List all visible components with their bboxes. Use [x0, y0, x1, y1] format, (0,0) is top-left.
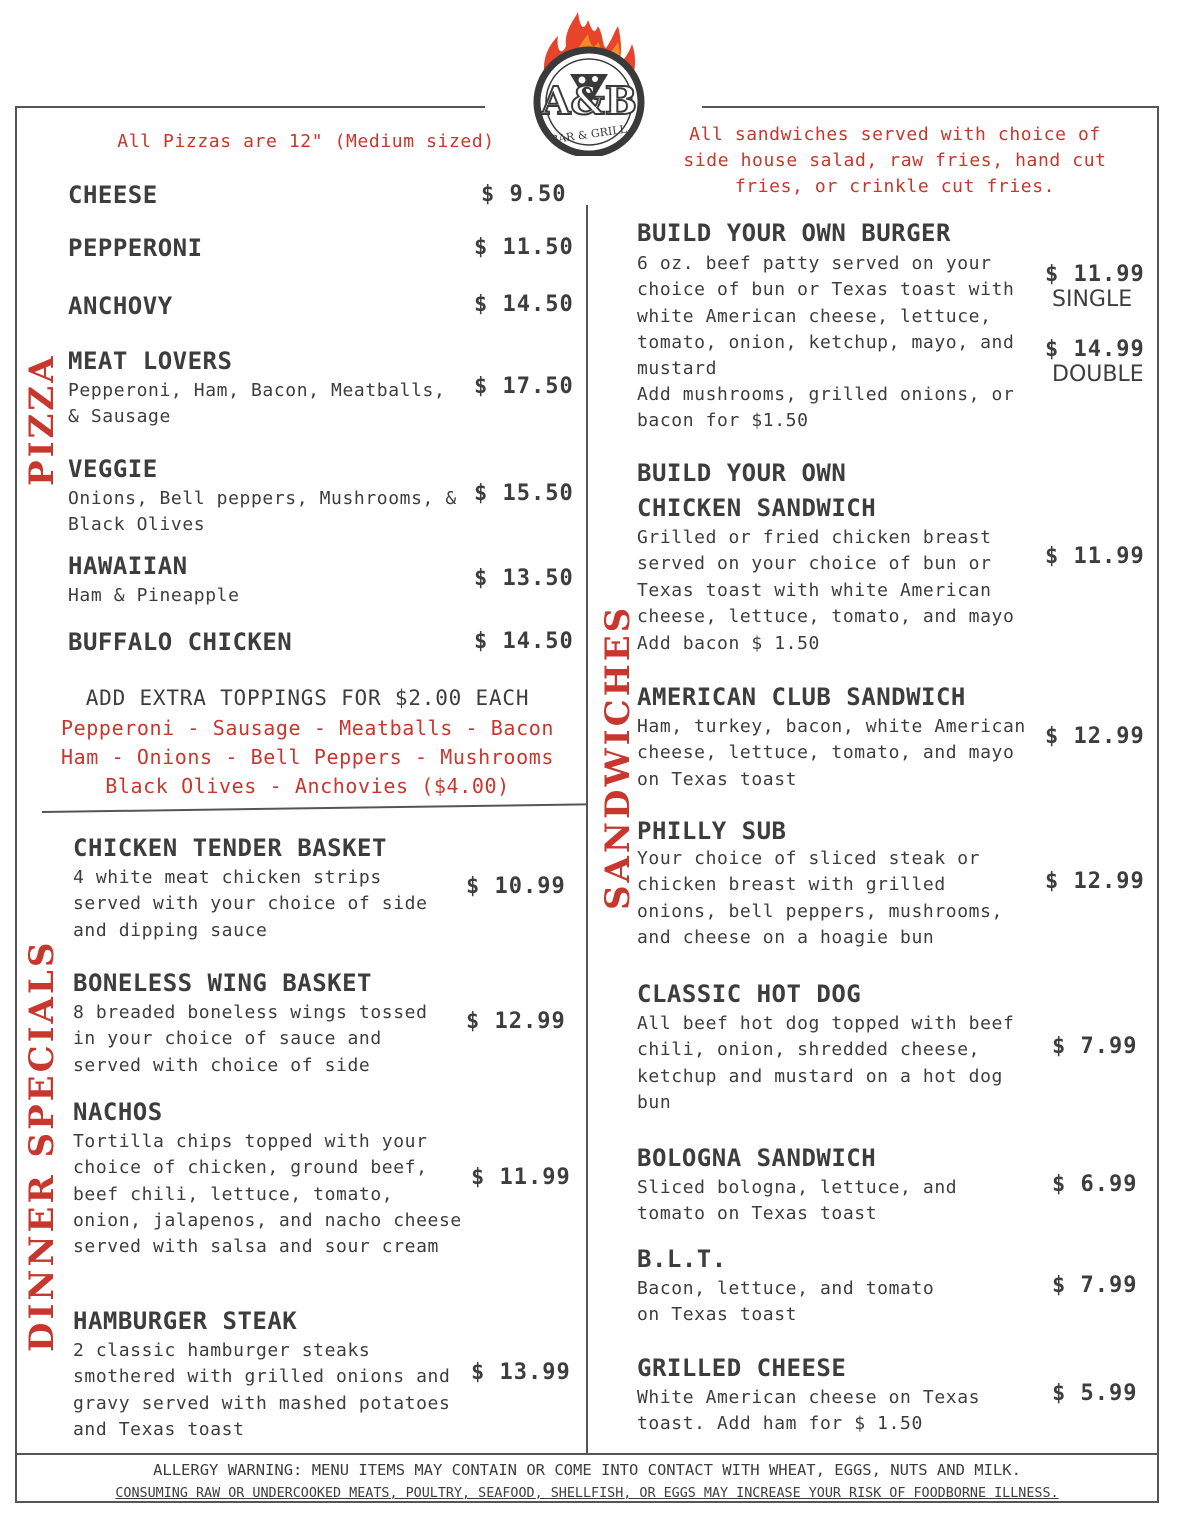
sandwich-item-desc: All beef hot dog topped with beef chili, onion, shredded cheese, ketchup and mustard on a hot dog bun	[637, 1013, 1015, 1113]
frame-top-right	[702, 106, 1159, 108]
toppings-line: Ham - Onions - Bell Peppers - Mushrooms	[61, 745, 554, 769]
burger-price-double: $ 14.99	[1045, 337, 1145, 362]
consumer-warning: CONSUMING RAW OR UNDERCOOKED MEATS, POULTRY, SEAFOOD, SHELLFISH, OR EGGS MAY INCREASE YOUR RISK OF FOODBORNE ILLNESS.	[115, 1486, 1059, 1501]
toppings-line: Pepperoni - Sausage - Meatballs - Bacon	[61, 716, 554, 740]
sandwich-note: All sandwiches served with choice of side house salad, raw fries, hand cut fries, or crinkle cut fries.	[683, 124, 1107, 197]
pizza-item-price: $ 11.50	[474, 235, 574, 260]
pizza-item-desc: Ham & Pineapple	[68, 585, 240, 606]
sandwich-item-name: B.L.T.	[637, 1245, 727, 1273]
pizza-item-price: $ 13.50	[474, 566, 574, 591]
pizza-item-desc: Onions, Bell peppers, Mushrooms, & Black Olives	[68, 488, 457, 536]
svg-text:A&B: A&B	[541, 78, 637, 123]
sandwiches-section-title: SANDWICHES	[598, 604, 638, 910]
svg-text:BAR & GRILL: BAR & GRILL	[549, 122, 628, 147]
sandwich-item-name: AMERICAN CLUB SANDWICH	[637, 683, 966, 711]
dinner-item-price: $ 13.99	[471, 1360, 571, 1385]
pizza-item-name: CHEESE	[68, 181, 158, 209]
column-divider	[586, 205, 588, 1454]
sandwich-item-desc: Your choice of sliced steak or chicken breast with grilled onions, bell peppers, mushrooms, and cheese on a hoagie bun	[637, 848, 1003, 948]
dinner-item-desc: 8 breaded boneless wings tossed in your choice of sauce and served with choice of side	[73, 1002, 428, 1076]
dinner-item-desc: 2 classic hamburger steaks smothered with grilled onions and gravy served with mashed potatoes and Texas toast	[73, 1340, 451, 1440]
sandwich-item-name: CLASSIC HOT DOG	[637, 980, 862, 1008]
burger-label-double: DOUBLE	[1052, 362, 1144, 387]
chicken-sandwich-price: $ 11.99	[1045, 544, 1145, 569]
pizza-section-title: PIZZA	[22, 353, 62, 486]
sandwich-item-price: $ 6.99	[1052, 1172, 1138, 1197]
dinner-item-price: $ 11.99	[471, 1165, 571, 1190]
burger-label-single: SINGLE	[1052, 287, 1133, 312]
pizza-item-name: PEPPERONI	[68, 234, 203, 262]
sandwich-item-price: $ 5.99	[1052, 1381, 1138, 1406]
toppings-title: ADD EXTRA TOPPINGS FOR $2.00 EACH	[85, 686, 530, 710]
section-divider	[42, 803, 587, 813]
dinner-item-price: $ 12.99	[466, 1009, 566, 1034]
sandwich-item-name: PHILLY SUB	[637, 817, 787, 845]
sandwich-item-name: BOLOGNA SANDWICH	[637, 1144, 877, 1172]
chicken-sandwich-name: BUILD YOUR OWN	[637, 459, 847, 487]
sandwich-item-price: $ 7.99	[1052, 1034, 1138, 1059]
pizza-item-name: MEAT LOVERS	[68, 347, 233, 375]
frame-bottom	[15, 1501, 1159, 1503]
sandwich-item-price: $ 7.99	[1052, 1273, 1138, 1298]
pizza-item-name: ANCHOVY	[68, 292, 173, 320]
sandwich-item-desc: Sliced bologna, lettuce, and tomato on Texas toast	[637, 1177, 958, 1225]
sandwich-item-price: $ 12.99	[1045, 724, 1145, 749]
sandwich-item-desc: White American cheese on Texas toast. Add ham for $ 1.50	[637, 1387, 981, 1435]
burger-price-single: $ 11.99	[1045, 262, 1145, 287]
pizza-item-desc: Pepperoni, Ham, Bacon, Meatballs, & Sausage	[68, 380, 446, 428]
dinner-item-name: BONELESS WING BASKET	[73, 969, 372, 997]
burger-desc: 6 oz. beef patty served on your choice of bun or Texas toast with white American cheese, lettuce, tomato, onion, ketchup, mayo, and mustard	[637, 253, 1015, 380]
pizza-item-name: HAWAIIAN	[68, 552, 188, 580]
pizza-item-price: $ 14.50	[474, 292, 574, 317]
sandwich-item-desc: Bacon, lettuce, and tomato on Texas toast	[637, 1278, 935, 1326]
dinner-item-desc: Tortilla chips topped with your choice of chicken, ground beef, beef chili, lettuce, tomato, onion, jalapenos, and nacho cheese served with salsa and sour cream	[73, 1131, 462, 1258]
pizza-note: All Pizzas are 12" (Medium sized)	[117, 131, 495, 152]
sandwich-item-price: $ 12.99	[1045, 869, 1145, 894]
pizza-item-price: $ 9.50	[481, 182, 567, 207]
dinner-item-name: CHICKEN TENDER BASKET	[73, 834, 387, 862]
dinner-section-title: DINNER SPECIALS	[22, 939, 62, 1352]
pizza-item-name: VEGGIE	[68, 455, 158, 483]
logo	[518, 6, 660, 156]
dinner-item-name: NACHOS	[73, 1098, 163, 1126]
pizza-item-price: $ 14.50	[474, 629, 574, 654]
sandwich-item-name: GRILLED CHEESE	[637, 1354, 847, 1382]
sandwich-item-desc: Ham, turkey, bacon, white American cheese, lettuce, tomato, and mayo on Texas toast	[637, 716, 1026, 790]
dinner-item-name: HAMBURGER STEAK	[73, 1307, 298, 1335]
pizza-item-name: BUFFALO CHICKEN	[68, 628, 293, 656]
frame-right	[1157, 106, 1159, 1503]
frame-top-left	[15, 106, 485, 108]
pizza-item-price: $ 17.50	[474, 374, 574, 399]
flame-logo-icon	[518, 6, 660, 156]
chicken-sandwich-name: CHICKEN SANDWICH	[637, 494, 877, 522]
toppings-block	[40, 683, 575, 801]
dinner-item-desc: 4 white meat chicken strips served with your choice of side and dipping sauce	[73, 867, 428, 941]
toppings-line: Black Olives - Anchovies ($4.00)	[105, 774, 510, 798]
burger-addon: Add mushrooms, grilled onions, or bacon for $1.50	[637, 384, 1015, 432]
dinner-item-price: $ 10.99	[466, 874, 566, 899]
frame-left	[15, 106, 17, 1503]
chicken-sandwich-desc: Grilled or fried chicken breast served on your choice of bun or Texas toast with white American cheese, lettuce, tomato, and mayo	[637, 527, 1015, 627]
chicken-sandwich-addon: Add bacon $ 1.50	[637, 633, 820, 654]
burger-name: BUILD YOUR OWN BURGER	[637, 219, 951, 247]
pizza-item-price: $ 15.50	[474, 481, 574, 506]
allergy-warning: ALLERGY WARNING: MENU ITEMS MAY CONTAIN OR COME INTO CONTACT WITH WHEAT, EGGS, NUTS AND MILK.	[153, 1461, 1021, 1479]
